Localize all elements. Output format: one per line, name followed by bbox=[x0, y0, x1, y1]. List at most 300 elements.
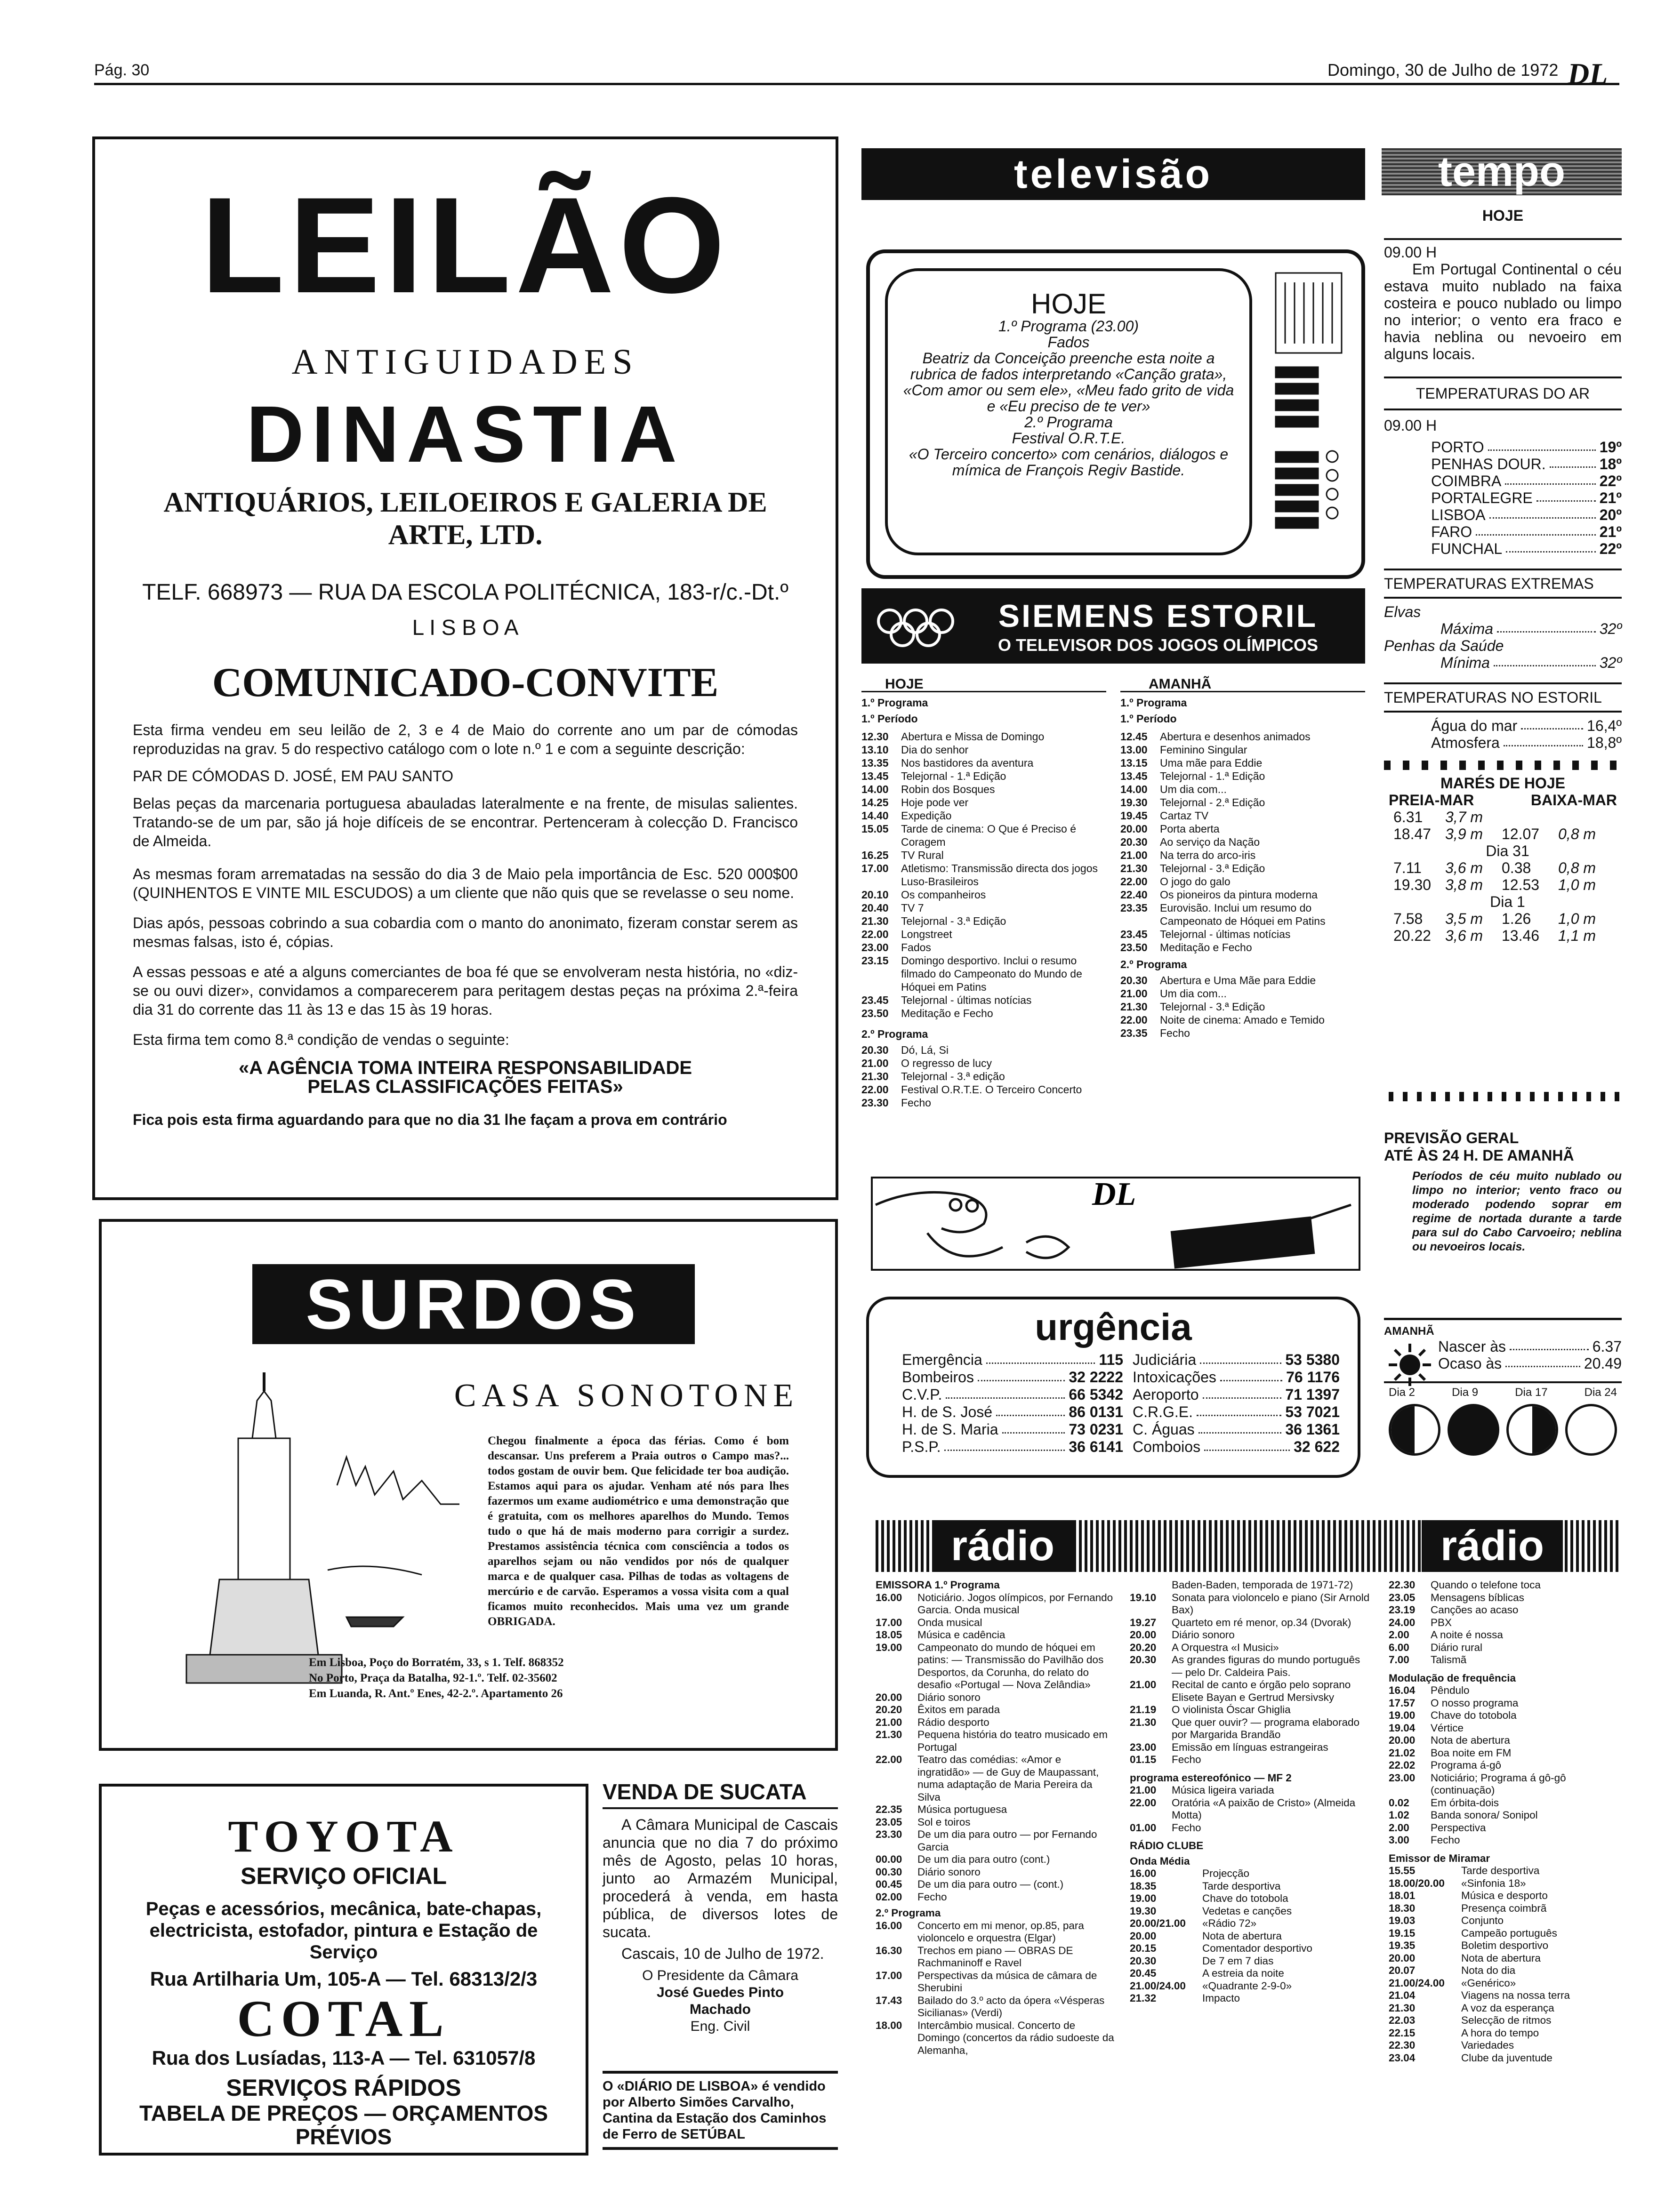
city-temperature-value: 20º bbox=[1599, 506, 1622, 523]
urgency-phone-value: 36 1361 bbox=[1285, 1421, 1340, 1438]
schedule-time: 1.02 bbox=[1389, 1809, 1409, 1821]
tide-cell: 6.31 bbox=[1393, 809, 1423, 825]
schedule-time: 0.02 bbox=[1389, 1796, 1409, 1809]
schedule-title: «Rádio 72» bbox=[1202, 1917, 1257, 1929]
dot-leader bbox=[1220, 1369, 1282, 1381]
leilao-paragraph: As mesmas foram arrematadas na sessão do dia 3 de Maio pela importância de Esc. 520 000$00 (QUINHENTOS E VINTE MIL ESCUDOS) a um cliente que não quis que se revelasse o seu nome. bbox=[133, 866, 798, 901]
schedule-row bbox=[861, 1096, 1106, 1109]
dinastia-brand: DINASTIA bbox=[246, 390, 684, 479]
schedule-title: O jogo do galo bbox=[1160, 875, 1231, 888]
toyota-body: Peças e acessórios, mecânica, bate-chapas, electricista, estofador, pintura e Estação de Serviço bbox=[145, 1899, 542, 1963]
schedule-title: Chave do totobola bbox=[1431, 1709, 1517, 1721]
schedule-row bbox=[1130, 1679, 1370, 1704]
radio-col-head: 2.º Programa bbox=[876, 1907, 941, 1919]
schedule-row bbox=[1389, 1809, 1619, 1822]
schedule-row bbox=[1389, 1747, 1619, 1760]
urgency-phone-label: Comboios bbox=[1133, 1438, 1201, 1455]
tide-row bbox=[1393, 910, 1622, 927]
page-number: Pág. 30 bbox=[94, 61, 150, 79]
schedule-row bbox=[1389, 1734, 1619, 1747]
mares-head bbox=[1384, 792, 1622, 809]
siemens-banner bbox=[861, 588, 1365, 664]
schedule-time: 21.00/24.00 bbox=[1389, 1977, 1445, 1989]
schedule-time: 17.43 bbox=[876, 1994, 902, 2006]
schedule-time: 21.30 bbox=[876, 1729, 902, 1740]
schedule-time: 17.00 bbox=[861, 862, 889, 874]
tide-row bbox=[1393, 859, 1622, 876]
tv-controls-icon bbox=[1266, 268, 1351, 560]
signature-line: José Guedes Pinto bbox=[656, 1985, 784, 2000]
schedule-title: Expedição bbox=[901, 809, 952, 822]
leilao-title: LEILÃO bbox=[201, 169, 730, 321]
urgency-phone-label: P.S.P. bbox=[902, 1438, 941, 1455]
wave-divider bbox=[1389, 1092, 1619, 1101]
schedule-time: 3.00 bbox=[1389, 1834, 1409, 1846]
agua-row bbox=[1431, 717, 1622, 734]
schedule-title: Fados bbox=[901, 941, 931, 954]
schedule-row bbox=[861, 1057, 1106, 1070]
schedule-time: 22.15 bbox=[1389, 2027, 1416, 2039]
schedule-row bbox=[1389, 1834, 1619, 1847]
schedule-title: Telejornal - 1.ª Edição bbox=[1160, 770, 1265, 782]
schedule-time: 6.00 bbox=[1389, 1641, 1409, 1653]
tide-cell: 1,0 m bbox=[1558, 876, 1596, 893]
schedule-row bbox=[1130, 1942, 1370, 1955]
urgency-phone-row bbox=[902, 1369, 1123, 1386]
city-temperature-label: FUNCHAL bbox=[1431, 540, 1503, 557]
sucata-signature bbox=[603, 1967, 838, 2035]
dot-leader bbox=[978, 1369, 1065, 1381]
leilao-city: L I S B O A bbox=[412, 615, 519, 640]
atmosfera-row bbox=[1431, 734, 1622, 751]
urgencia-box bbox=[866, 1297, 1360, 1478]
schedule-row bbox=[1120, 743, 1365, 756]
schedule-title: Impacto bbox=[1202, 1992, 1240, 2004]
schedule-row bbox=[1130, 1892, 1370, 1905]
tide-cell: 3,9 m bbox=[1445, 825, 1483, 842]
city-temperature-row bbox=[1431, 523, 1622, 540]
tide-cell: 3,8 m bbox=[1445, 876, 1483, 893]
city-temperature-label: COIMBRA bbox=[1431, 473, 1502, 489]
nascer-row bbox=[1438, 1338, 1622, 1355]
schedule-row bbox=[876, 1716, 1116, 1729]
schedule-time: 20.00 bbox=[1130, 1629, 1157, 1641]
schedule-row bbox=[1389, 1642, 1619, 1654]
schedule-title: Banda sonora/ Sonipol bbox=[1431, 1809, 1538, 1821]
schedule-title: Perspectiva bbox=[1431, 1821, 1486, 1834]
schedule-row bbox=[876, 1920, 1116, 1945]
schedule-title: Fecho bbox=[901, 1097, 931, 1109]
comunicado-heading: COMUNICADO-CONVITE bbox=[212, 660, 719, 705]
schedule-time: 21.32 bbox=[1130, 1992, 1157, 2004]
city-temperature-row bbox=[1431, 473, 1622, 489]
radio-list bbox=[1389, 1865, 1619, 2064]
divider bbox=[1384, 377, 1622, 378]
schedule-row bbox=[1120, 941, 1365, 954]
temp-ar-time: 09.00 H bbox=[1384, 417, 1437, 434]
schedule-row bbox=[1389, 1865, 1619, 1877]
schedule-title: «Genérico» bbox=[1461, 1977, 1516, 1989]
dot-leader bbox=[1505, 1355, 1580, 1367]
schedule-row bbox=[1120, 888, 1365, 901]
urgency-phone-label: H. de S. Maria bbox=[902, 1421, 998, 1438]
schedule-row bbox=[861, 888, 1106, 901]
periodo-head: 1.º Período bbox=[1120, 713, 1177, 725]
urgency-phone-row bbox=[902, 1386, 1123, 1403]
schedule-row bbox=[861, 796, 1106, 809]
tide-row bbox=[1393, 825, 1622, 842]
schedule-time: 24.00 bbox=[1389, 1616, 1416, 1628]
schedule-row bbox=[861, 994, 1106, 1007]
dot-leader bbox=[1488, 439, 1596, 451]
schedule-title: As grandes figuras do mundo português — pelo Dr. Caldeira Pais. bbox=[1172, 1654, 1360, 1678]
city-temperature-value: 21º bbox=[1599, 523, 1622, 540]
schedule-row bbox=[876, 1853, 1116, 1866]
dl-logo: DL bbox=[1568, 57, 1608, 90]
radio-col-3 bbox=[1389, 1579, 1619, 2064]
schedule-title: Mensagens bíblicas bbox=[1431, 1591, 1524, 1603]
schedule-time: 23.19 bbox=[1389, 1604, 1416, 1616]
schedule-title: O regresso de lucy bbox=[901, 1057, 992, 1069]
signature-line: Machado bbox=[689, 2002, 751, 2017]
tv-illustration bbox=[866, 249, 1365, 579]
tide-cell: 0,8 m bbox=[1558, 825, 1596, 842]
leilao-ad bbox=[92, 136, 838, 1200]
schedule-row bbox=[876, 1754, 1116, 1803]
schedule-time: 23.50 bbox=[861, 1007, 889, 1019]
schedule-time: 20.30 bbox=[861, 1044, 889, 1056]
schedule-title: Concerto em mi menor, op.85, para violoncelo e orquestra (Elgar) bbox=[917, 1919, 1084, 1944]
schedule-time: 18.00/20.00 bbox=[1389, 1877, 1445, 1889]
sun-moon-block bbox=[1384, 1318, 1622, 1456]
schedule-title: Telejornal - 3.ª Edição bbox=[1160, 1001, 1265, 1013]
urgency-phone-row bbox=[1133, 1421, 1340, 1438]
screen-programa-2: 2.º Programa bbox=[1024, 414, 1113, 431]
schedule-time: 13.10 bbox=[861, 744, 889, 756]
schedule-time: 20.40 bbox=[861, 902, 889, 914]
schedule-time: 12.45 bbox=[1120, 730, 1148, 743]
tide-cell bbox=[1502, 809, 1558, 825]
programa-head: 1.º Programa bbox=[861, 697, 928, 709]
schedule-title: Uma mãe para Eddie bbox=[1160, 757, 1263, 769]
dot-leader bbox=[986, 1351, 1095, 1364]
siemens-subtitle: O TELEVISOR DOS JOGOS OLÍMPICOS bbox=[997, 635, 1319, 655]
schedule-row bbox=[1130, 1955, 1370, 1968]
schedule-row bbox=[1120, 809, 1365, 822]
schedule-row bbox=[1120, 1000, 1365, 1013]
schedule-title: Tarde desportiva bbox=[1461, 1865, 1540, 1876]
radio-list bbox=[876, 1592, 1116, 1904]
schedule-title: Dia do senhor bbox=[901, 744, 969, 756]
schedule-title: Intercâmbio musical. Concerto de Domingo (concertos da rádio sudoeste da Alemanha, bbox=[917, 2019, 1114, 2056]
tide-row bbox=[1393, 809, 1622, 825]
urgency-phone-label: C. Águas bbox=[1133, 1421, 1195, 1438]
cotal-title: COTAL bbox=[237, 1990, 450, 2047]
schedule-time: 20.00 bbox=[876, 1691, 902, 1703]
schedule-time: 23.05 bbox=[876, 1816, 902, 1828]
schedule-time: 14.00 bbox=[861, 783, 889, 795]
schedule-row bbox=[876, 2020, 1116, 2057]
tempo-title: tempo bbox=[1438, 148, 1565, 195]
schedule-title: Tarde de cinema: O Que é Preciso é Coragem bbox=[901, 823, 1077, 848]
leilao-quote: PELAS CLASSIFICAÇÕES FEITAS» bbox=[307, 1076, 623, 1097]
radio-title: rádio bbox=[932, 1520, 1073, 1572]
schedule-row bbox=[861, 941, 1106, 954]
schedule-title: «Quadrante 2-9-0» bbox=[1202, 1980, 1292, 1992]
schedule-row bbox=[1389, 1579, 1619, 1592]
surdos-title-box: SURDOS bbox=[252, 1264, 695, 1344]
schedule-row bbox=[1389, 1877, 1619, 1890]
schedule-row bbox=[876, 1617, 1116, 1629]
schedule-row bbox=[1389, 2039, 1619, 2052]
tide-cell: 0,8 m bbox=[1558, 859, 1596, 876]
schedule-time: 19.35 bbox=[1389, 1940, 1416, 1951]
city-temperature-row bbox=[1431, 439, 1622, 456]
dot-leader bbox=[944, 1438, 1065, 1451]
radio-list bbox=[1130, 1579, 1370, 1766]
urgency-phone-row bbox=[902, 1403, 1123, 1421]
leilao-paragraph: Esta firma vendeu em seu leilão de 2, 3 e 4 de Maio do corrente ano um par de cómodas reproduzidas na grav. 5 do respectivo catálogo com o lote n.º 1 e com a seguinte descrição: bbox=[133, 721, 798, 757]
schedule-title: Noite de cinema: Amado e Temido bbox=[1160, 1014, 1325, 1026]
schedule-row bbox=[1389, 1977, 1619, 1990]
schedule-row bbox=[876, 1704, 1116, 1716]
schedule-title: Nota de abertura bbox=[1202, 1930, 1282, 1942]
radio-col-head: EMISSORA 1.º Programa bbox=[876, 1579, 1000, 1591]
sucata-body: A Câmara Municipal de Cascais anuncia que no dia 7 do próximo mês de Agosto, pelas 10 horas, junto ao Armazém Municipal, procederá à venda, em hasta pública, de diversos lotes de sucata. bbox=[603, 1816, 838, 1940]
schedule-time: 20.20 bbox=[1130, 1641, 1157, 1653]
schedule-title: Domingo desportivo. Inclui o resumo filmado do Campeonato do Mundo de Hóquei em Patins bbox=[901, 954, 1082, 993]
address-line: Em Luanda, R. Ant.º Enes, 42-2.º. Apartamento 26 bbox=[309, 1687, 563, 1700]
schedule-title: Telejornal - últimas notícias bbox=[1160, 928, 1291, 940]
schedule-row bbox=[876, 1878, 1116, 1891]
tide-day-label: Dia 1 bbox=[1490, 893, 1525, 910]
dl-vendor-notice: O «DIÁRIO DE LISBOA» é vendido por Alberto Simões Carvalho, Cantina da Estação dos Caminhos de Ferro de SETÚBAL bbox=[603, 2071, 838, 2150]
schedule-time: 19.00 bbox=[1389, 1709, 1416, 1721]
dot-leader bbox=[1200, 1351, 1281, 1364]
dot-leader bbox=[1489, 506, 1596, 519]
schedule-row bbox=[1130, 1797, 1370, 1822]
schedule-title: Música e cadência bbox=[917, 1629, 1005, 1641]
urgency-phone-value: 76 1176 bbox=[1286, 1369, 1340, 1386]
schedule-time: 19.00 bbox=[876, 1641, 902, 1653]
dot-leader bbox=[1506, 540, 1596, 553]
schedule-row bbox=[861, 756, 1106, 769]
schedule-title: Abertura e Uma Mãe para Eddie bbox=[1160, 974, 1316, 986]
amanha-label: AMANHÃ bbox=[1384, 1325, 1434, 1338]
city-temperature-label: PORTO bbox=[1431, 439, 1484, 456]
tv-screen bbox=[885, 268, 1252, 555]
radio-list bbox=[1389, 1684, 1619, 1847]
schedule-title: Os pioneiros da pintura moderna bbox=[1160, 889, 1318, 901]
schedule-row bbox=[861, 1083, 1106, 1096]
tabela-precos: TABELA DE PREÇOS — ORÇAMENTOS PRÉVIOS bbox=[139, 2101, 548, 2149]
tide-cell: 7.58 bbox=[1393, 910, 1423, 927]
schedule-time: 20.15 bbox=[1130, 1942, 1157, 1954]
schedule-row bbox=[876, 1642, 1116, 1691]
schedule-row bbox=[1389, 2027, 1619, 2040]
schedule-title: Atletismo: Transmissão directa dos jogos Luso-Brasileiros bbox=[901, 862, 1098, 888]
tempo-text: Em Portugal Continental o céu estava muito nublado na faixa costeira e pouco nublado ou limpo no interior; o vento era fraco e havia neblina ou nevoeiro em alguns locais. bbox=[1384, 261, 1622, 362]
tv-schedule-hoje bbox=[861, 678, 1106, 1109]
city-temperature-label: PENHAS DOUR. bbox=[1431, 456, 1546, 473]
schedule-time: 13.00 bbox=[1120, 744, 1148, 756]
tv-list bbox=[1120, 730, 1365, 954]
divider bbox=[1384, 569, 1622, 570]
schedule-time: 01.15 bbox=[1130, 1754, 1157, 1765]
radio-list bbox=[1389, 1579, 1619, 1667]
nascer-label: Nascer às bbox=[1438, 1338, 1506, 1355]
schedule-time: 22.00 bbox=[1120, 875, 1148, 888]
schedule-row bbox=[876, 1691, 1116, 1704]
urgency-phone-value: 86 0131 bbox=[1069, 1403, 1123, 1420]
tempo-time: 09.00 H bbox=[1384, 244, 1437, 261]
max-value: 32º bbox=[1599, 620, 1622, 637]
schedule-title: Presença coimbrã bbox=[1461, 1902, 1547, 1914]
servicos-rapidos: SERVIÇOS RÁPIDOS bbox=[226, 2075, 461, 2101]
schedule-time: 20.45 bbox=[1130, 1967, 1157, 1979]
previsao-title: PREVISÃO GERAL bbox=[1384, 1130, 1519, 1146]
schedule-row bbox=[876, 1945, 1116, 1970]
schedule-time: 22.30 bbox=[1389, 2039, 1416, 2051]
urgency-phone-value: 32 622 bbox=[1294, 1438, 1340, 1455]
schedule-title: Diário sonoro bbox=[1172, 1629, 1235, 1641]
schedule-row bbox=[1120, 756, 1365, 769]
schedule-row bbox=[1389, 1697, 1619, 1710]
preia-label: PREIA-MAR bbox=[1389, 792, 1474, 809]
schedule-title: Clube da juventude bbox=[1461, 2052, 1552, 2064]
tv-list bbox=[1120, 974, 1365, 1040]
schedule-title: Eurovisão. Inclui um resumo do Campeonato de Hóquei em Patins bbox=[1160, 902, 1326, 927]
divider bbox=[1384, 238, 1622, 240]
schedule-title: Quarteto em ré menor, op.34 (Dvorak) bbox=[1172, 1616, 1351, 1628]
schedule-row bbox=[1130, 1741, 1370, 1754]
schedule-time: 21.00 bbox=[1120, 987, 1148, 1000]
schedule-time: 19.03 bbox=[1389, 1915, 1416, 1926]
cotal-address: Rua dos Lusíadas, 113-A — Tel. 631057/8 bbox=[152, 2047, 536, 2069]
schedule-title: Em órbita-dois bbox=[1431, 1796, 1499, 1809]
estoril-list bbox=[1384, 717, 1622, 751]
schedule-row bbox=[1389, 1759, 1619, 1772]
schedule-title: Telejornal - 3.ª Edição bbox=[901, 915, 1006, 927]
divider bbox=[1384, 711, 1622, 713]
leilao-paragraph: Dias após, pessoas cobrindo a sua cobardia com o manto do anonimato, fizeram constar serem as mesmas falsas, isto é, cópias. bbox=[133, 914, 798, 950]
sucata-title: VENDA DE SUCATA bbox=[603, 1779, 838, 1809]
schedule-title: TV 7 bbox=[901, 902, 924, 914]
dot-leader bbox=[996, 1403, 1065, 1416]
schedule-row bbox=[1130, 1905, 1370, 1918]
radio-col-head: Onda Média bbox=[1130, 1855, 1190, 1867]
schedule-time: 23.00 bbox=[1389, 1771, 1416, 1784]
tide-cell: 12.53 bbox=[1502, 876, 1540, 893]
schedule-row bbox=[1130, 1880, 1370, 1893]
schedule-row bbox=[1120, 974, 1365, 987]
tide-cell: 20.22 bbox=[1393, 927, 1432, 944]
schedule-title: TV Rural bbox=[901, 849, 944, 861]
dl-cartoon-illustration bbox=[871, 1177, 1360, 1271]
baixa-label: BAIXA-MAR bbox=[1530, 792, 1617, 809]
schedule-row bbox=[1389, 2014, 1619, 2027]
schedule-title: Pequena história do teatro musicado em Portugal bbox=[917, 1729, 1108, 1753]
tide-cell: 18.47 bbox=[1393, 825, 1432, 842]
schedule-row bbox=[1389, 1822, 1619, 1835]
schedule-time: 23.45 bbox=[1120, 928, 1148, 940]
signature-line: O Presidente da Câmara bbox=[642, 1968, 798, 1983]
schedule-title: Meditação e Fecho bbox=[901, 1007, 993, 1019]
radio-title: rádio bbox=[1422, 1520, 1563, 1572]
schedule-row bbox=[1389, 1617, 1619, 1629]
min-value: 32º bbox=[1599, 654, 1622, 671]
schedule-row bbox=[1389, 1604, 1619, 1617]
schedule-title: Variedades bbox=[1461, 2039, 1514, 2051]
schedule-time: 23.00 bbox=[861, 941, 889, 954]
schedule-row bbox=[876, 1970, 1116, 1995]
schedule-row bbox=[1130, 1642, 1370, 1654]
programa-head: 1.º Programa bbox=[1120, 697, 1187, 709]
schedule-time: 12.30 bbox=[861, 730, 889, 743]
urgency-phone-value: 71 1397 bbox=[1285, 1386, 1340, 1403]
schedule-time: 23.15 bbox=[861, 954, 889, 967]
schedule-row bbox=[1389, 1772, 1619, 1797]
schedule-time: 02.00 bbox=[876, 1891, 902, 1903]
schedule-title: Baden-Baden, temporada de 1971-72) bbox=[1172, 1579, 1353, 1591]
city-temperature-row bbox=[1431, 489, 1622, 506]
schedule-time: 22.00 bbox=[876, 1754, 902, 1765]
city-temperature-value: 22º bbox=[1599, 473, 1622, 489]
schedule-title: Campeonato do mundo de hóquei em patins: — Transmissão do Pavilhão dos Desportos, da Corunha, do relato do desafio «Portugal — Nova Zelândia» bbox=[917, 1641, 1104, 1691]
schedule-title: Telejornal - 1.ª Edição bbox=[901, 770, 1006, 782]
schedule-title: Programa á-gô bbox=[1431, 1759, 1502, 1771]
schedule-title: Um dia com... bbox=[1160, 987, 1227, 1000]
urgency-phone-row bbox=[1133, 1386, 1340, 1403]
radio-col-head: RÁDIO CLUBE bbox=[1130, 1840, 1204, 1851]
city-temperature-value: 22º bbox=[1599, 540, 1622, 557]
schedule-title: O nosso programa bbox=[1431, 1697, 1519, 1709]
schedule-time: 17.00 bbox=[876, 1616, 902, 1628]
screen-hoje: HOJE bbox=[1030, 288, 1107, 320]
dot-leader bbox=[1521, 717, 1583, 729]
leilao-quote: «A AGÊNCIA TOMA INTEIRA RESPONSABILIDADE bbox=[238, 1058, 692, 1078]
urgency-phone-label: C.V.P. bbox=[902, 1386, 942, 1403]
dot-leader bbox=[946, 1386, 1065, 1399]
toyota-subtitle: SERVIÇO OFICIAL bbox=[240, 1863, 447, 1889]
mares-table bbox=[1384, 809, 1622, 944]
city-temperature-value: 19º bbox=[1599, 439, 1622, 456]
schedule-title: Diário sonoro bbox=[917, 1691, 981, 1703]
schedule-time: 2.00 bbox=[1389, 1821, 1409, 1834]
schedule-title: Nota de abertura bbox=[1461, 1952, 1541, 1964]
schedule-time: 21.30 bbox=[1130, 1716, 1157, 1728]
schedule-row bbox=[1130, 1917, 1370, 1930]
radio-list bbox=[876, 1920, 1116, 2057]
schedule-title: Perspectivas da música de câmara de Sherubini bbox=[917, 1969, 1097, 1994]
schedule-time: 22.00 bbox=[861, 928, 889, 940]
schedule-time: 20.30 bbox=[1130, 1955, 1157, 1967]
previsao-title-2: ATÉ ÀS 24 H. DE AMANHÃ bbox=[1384, 1147, 1574, 1164]
leilao-text bbox=[119, 721, 812, 1129]
schedule-title: Telejornal - 3.ª Edição bbox=[1160, 862, 1265, 874]
schedule-title: Os companheiros bbox=[901, 889, 986, 901]
leilao-tagline: ANTIQUÁRIOS, LEILOEIROS E GALERIA DE ARTE, LTD. bbox=[163, 487, 767, 550]
schedule-time: 19.45 bbox=[1120, 809, 1148, 822]
schedule-title: Nos bastidores da aventura bbox=[901, 757, 1034, 769]
radio-banner bbox=[876, 1520, 1619, 1572]
schedule-title: Pêndulo bbox=[1431, 1684, 1470, 1696]
issue-date: Domingo, 30 de Julho de 1972 bbox=[1327, 60, 1559, 80]
schedule-time: 13.45 bbox=[1120, 770, 1148, 782]
schedule-title: Diário rural bbox=[1431, 1641, 1483, 1653]
schedule-row bbox=[1130, 1754, 1370, 1766]
leilao-paragraph: Belas peças da marcenaria portuguesa abauladas lateralmente e na frente, de misulas salientes. Tratando-se de um par, são já hoje difíceis de se encontrar. Pertenceram à colecção D. Francisco de Almeida. bbox=[133, 795, 798, 850]
